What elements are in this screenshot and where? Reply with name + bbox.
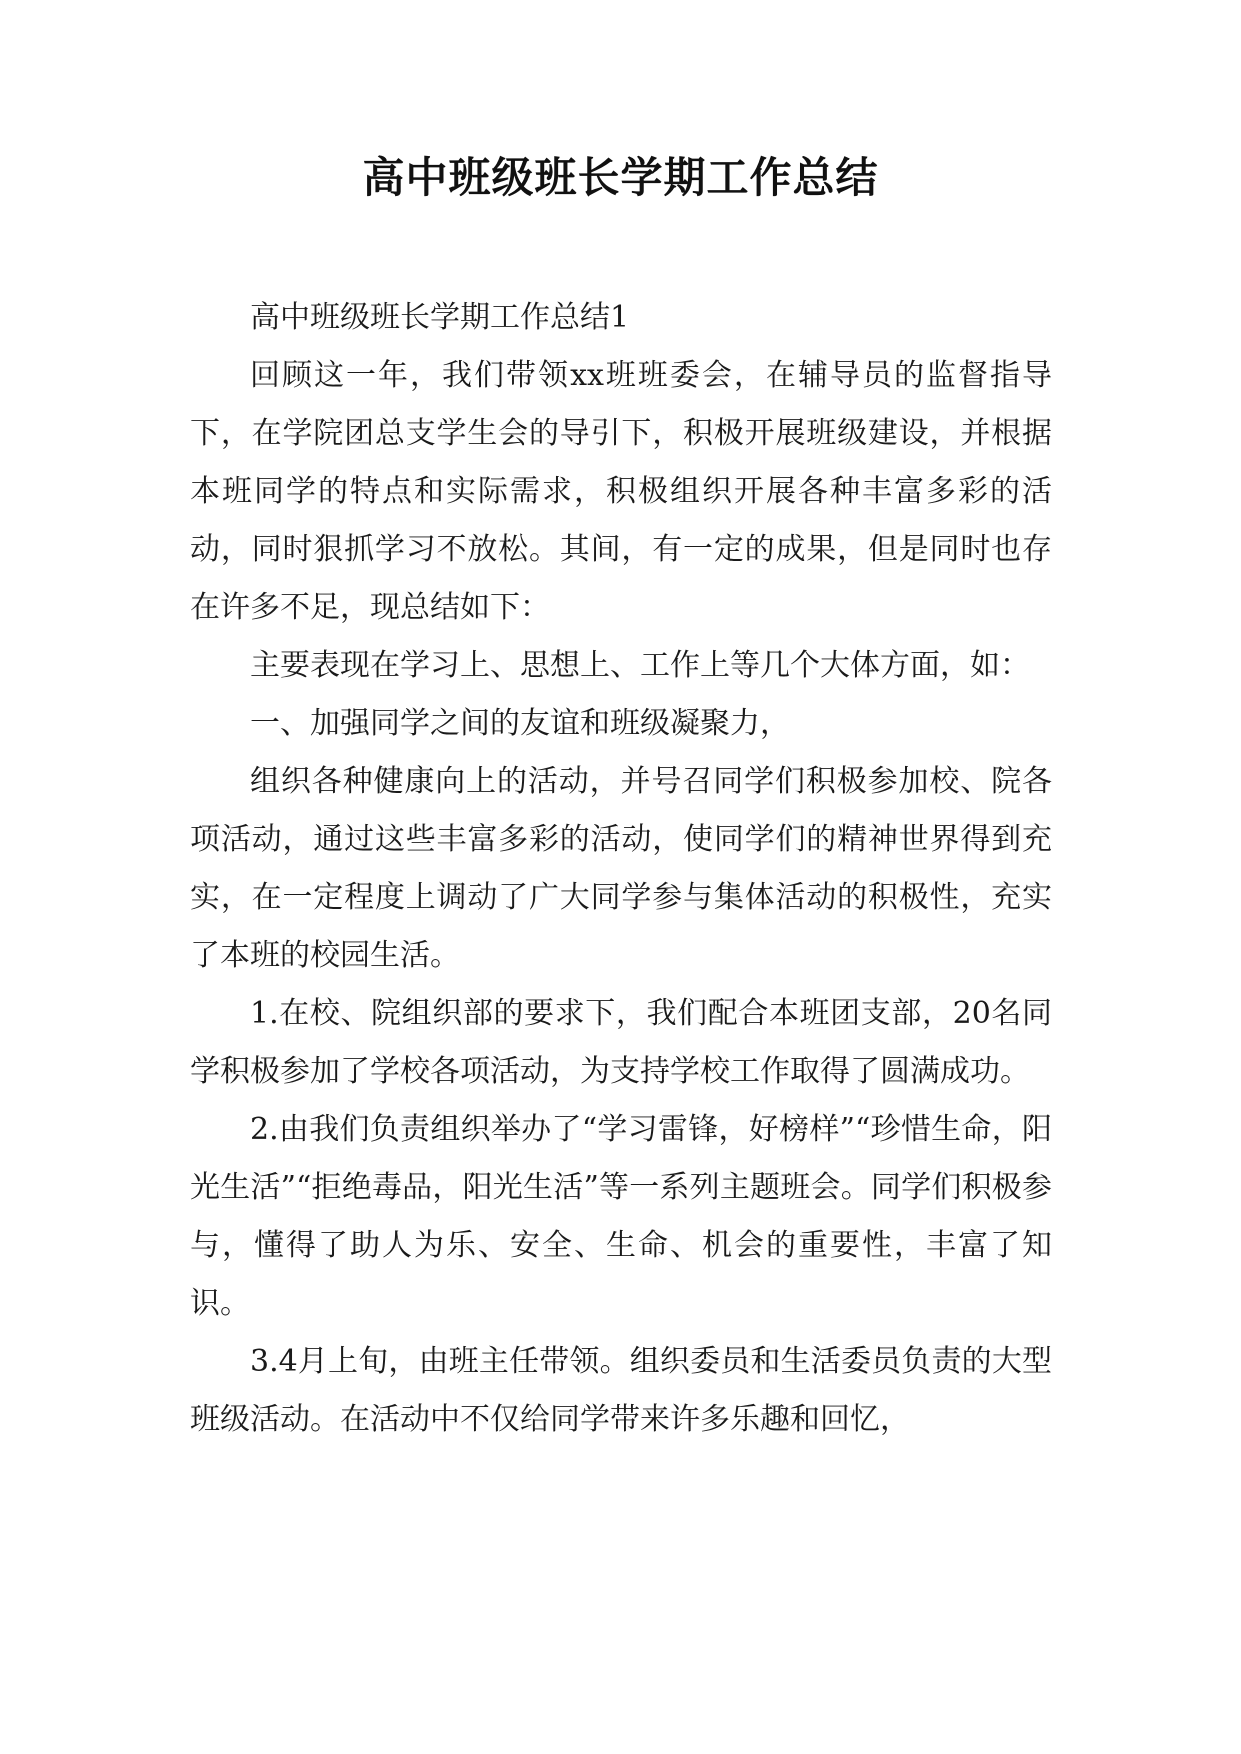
paragraph-activities: 组织各种健康向上的活动，并号召同学们积极参加校、院各项活动，通过这些丰富多彩的活动，使同学们的精神世界得到充实，在一定程度上调动了广大同学参与集体活动的积极性，充实了本班的校园生活。 bbox=[190, 764, 1052, 973]
subheading-friendship: 一、加强同学之间的友谊和班级凝聚力， bbox=[250, 706, 790, 741]
list-item-3: 3.4月上旬，由班主任带领。组织委员和生活委员负责的大型班级活动。在活动中不仅给同学带来许多乐趣和回忆， bbox=[190, 1344, 1052, 1437]
list-item-2: 2.由我们负责组织举办了“学习雷锋，好榜样”“珍惜生命，阳光生活”“拒绝毒品，阳光生活”等一系列主题班会。同学们积极参与，懂得了助人为乐、安全、生命、机会的重要性，丰富了知识。 bbox=[190, 1112, 1052, 1321]
paragraph-intro: 回顾这一年，我们带领xx班班委会，在辅导员的监督指导下，在学院团总支学生会的导引下，积极开展班级建设，并根据本班同学的特点和实际需求，积极组织开展各种丰富多彩的活动，同时狠抓学习不放松。其间，有一定的成果，但是同时也存在许多不足，现总结如下： bbox=[190, 358, 1052, 625]
document-body bbox=[190, 289, 1052, 1449]
list-item-1: 1.在校、院组织部的要求下，我们配合本班团支部，20名同学积极参加了学校各项活动，为支持学校工作取得了圆满成功。 bbox=[190, 996, 1052, 1089]
paragraph-overview: 主要表现在学习上、思想上、工作上等几个大体方面，如： bbox=[250, 648, 1030, 683]
section-heading: 高中班级班长学期工作总结1 bbox=[250, 300, 630, 335]
document-title: 高中班级班长学期工作总结 bbox=[362, 153, 879, 202]
